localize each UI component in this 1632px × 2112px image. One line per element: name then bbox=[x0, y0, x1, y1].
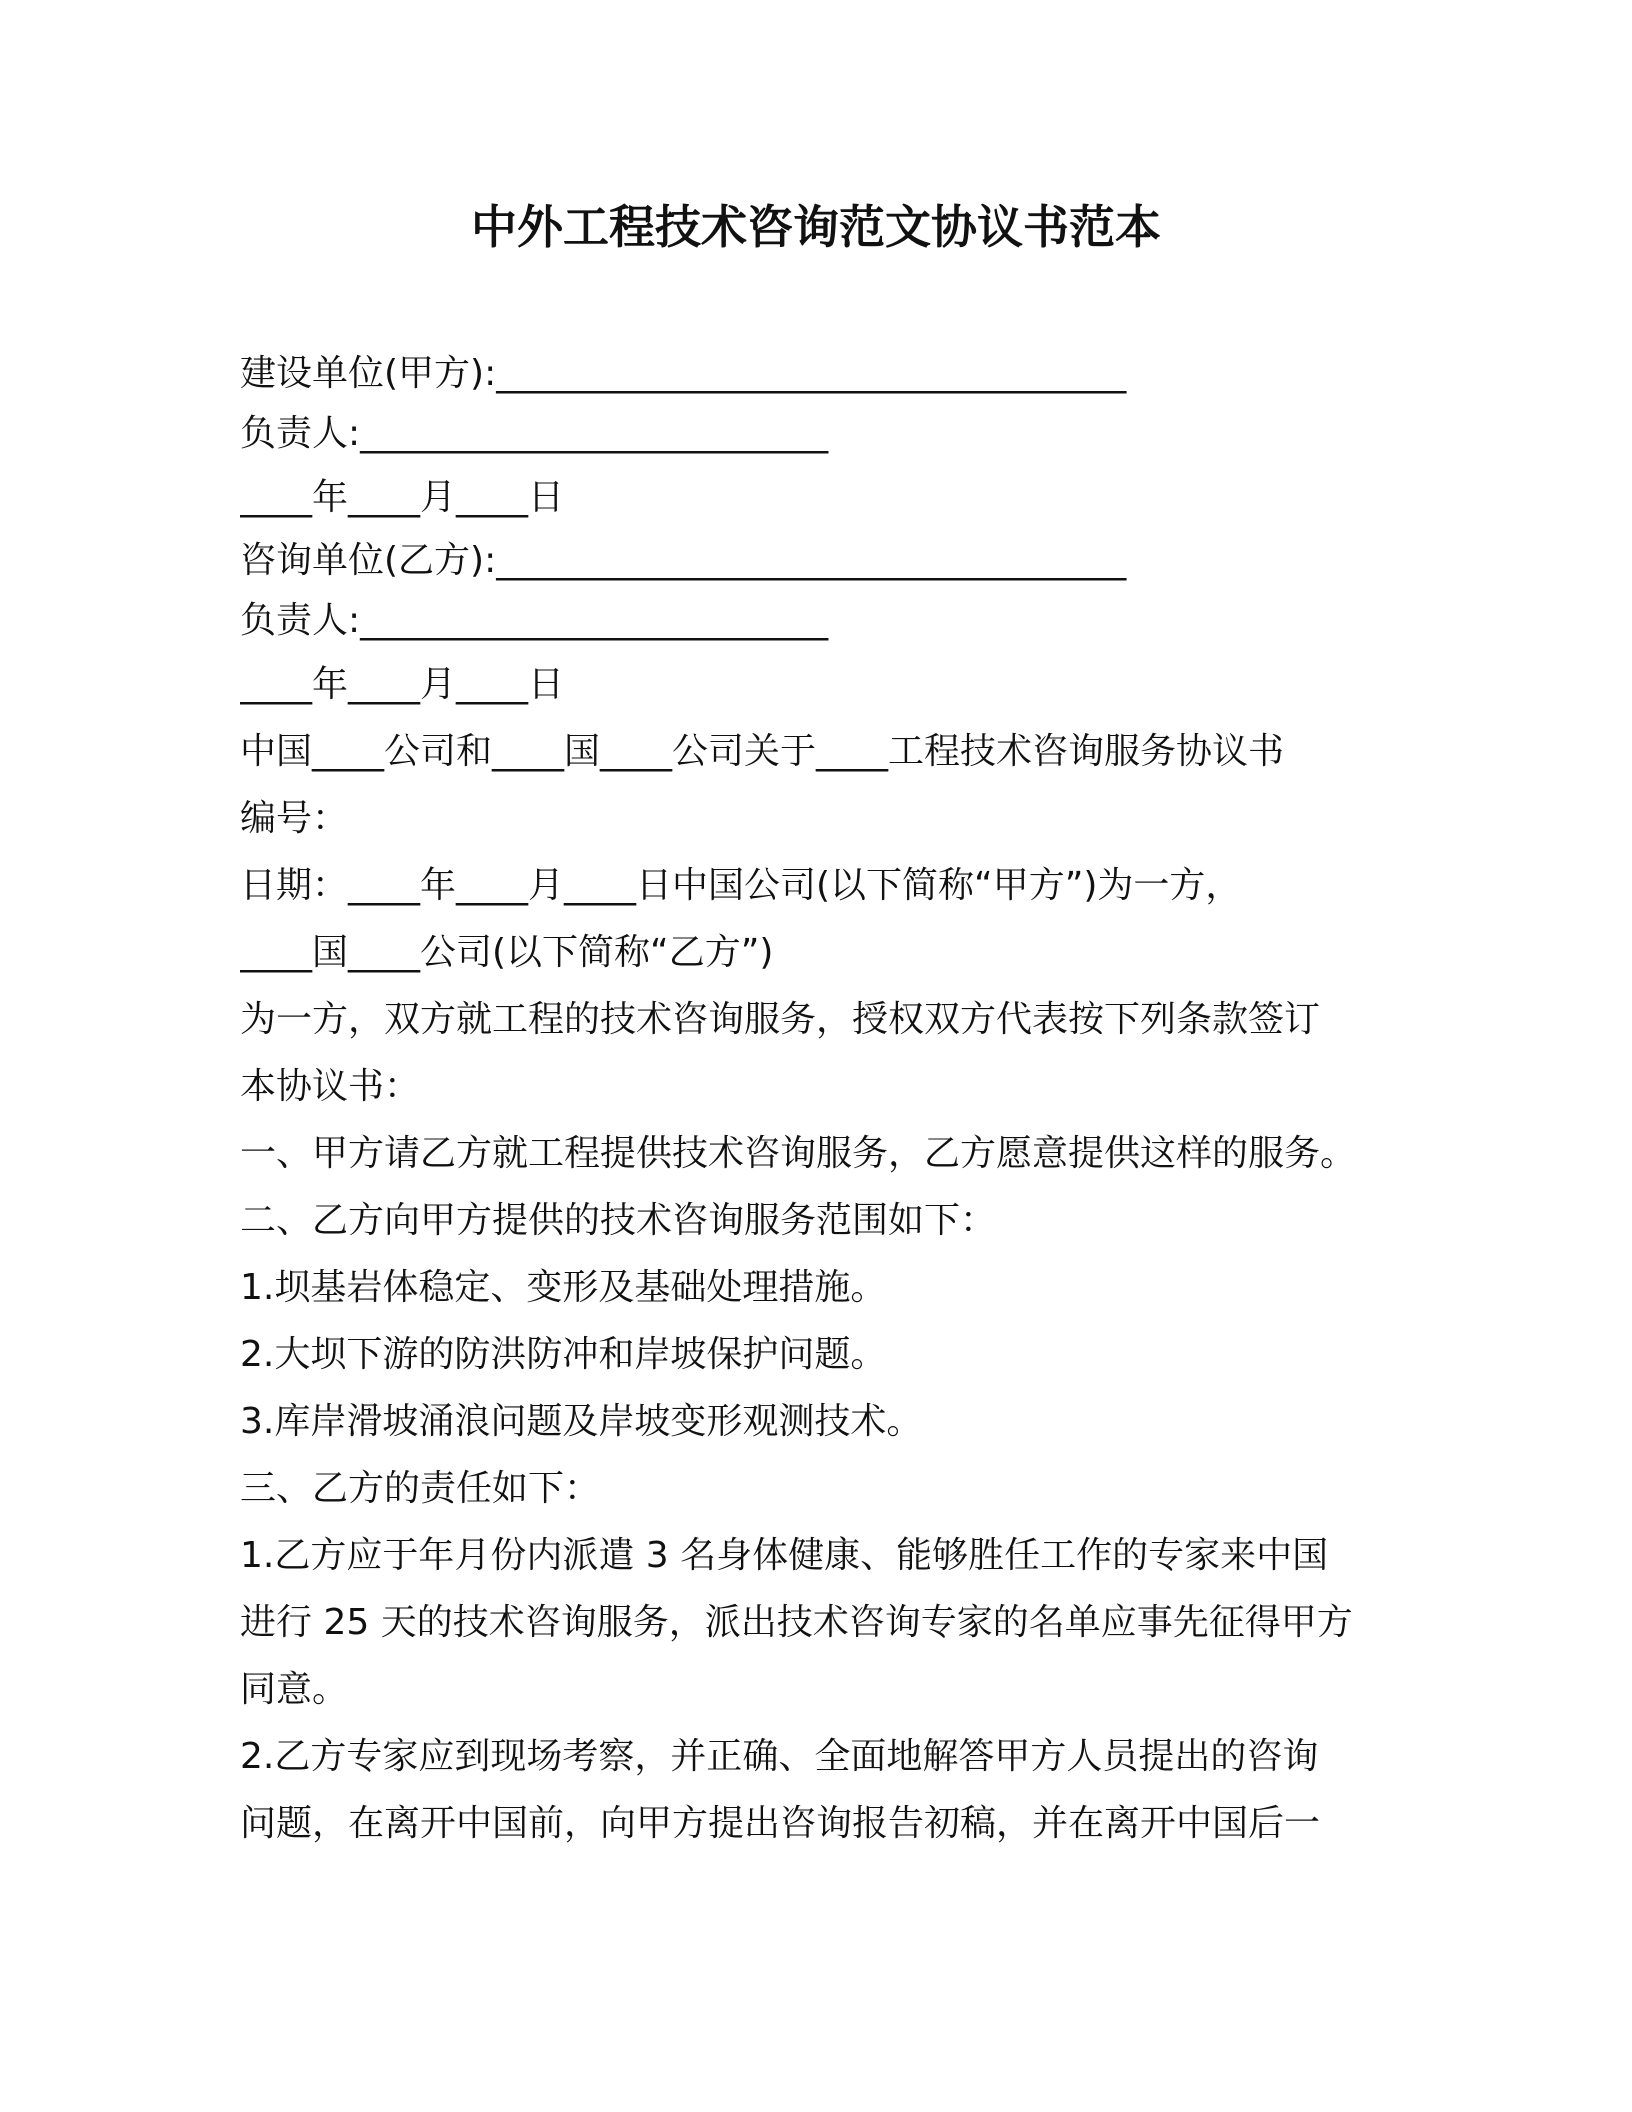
paragraph-line: 为一方，双方就工程的技术咨询服务，授权双方代表按下列条款签订 bbox=[240, 999, 1321, 1040]
party-a-unit-line: 建设单位(甲方):___________________________________ bbox=[240, 353, 1127, 394]
party-a-representative-line: 负责人:__________________________ bbox=[240, 413, 829, 454]
clause-line: 二、乙方向甲方提供的技术咨询服务范围如下： bbox=[240, 1200, 997, 1241]
clause-item-line: 进行 25 天的技术咨询服务，派出技术咨询专家的名单应事先征得甲方 bbox=[240, 1602, 1353, 1643]
clause-line: 一、甲方请乙方就工程提供技术咨询服务，乙方愿意提供这样的服务。 bbox=[240, 1133, 1357, 1174]
clause-item-line: 1.坝基岩体稳定、变形及基础处理措施。 bbox=[240, 1267, 887, 1308]
party-b-unit-line: 咨询单位(乙方):___________________________________ bbox=[240, 540, 1127, 581]
clause-item-line: 2.大坝下游的防洪防冲和岸坡保护问题。 bbox=[240, 1334, 887, 1375]
paragraph-line: ____国____公司(以下简称“乙方”) bbox=[240, 932, 774, 973]
agreement-number-line: 编号： bbox=[240, 798, 349, 839]
document-title: 中外工程技术咨询范文协议书范本 bbox=[471, 200, 1161, 254]
clause-item-line: 问题，在离开中国前，向甲方提出咨询报告初稿，并在离开中国后一 bbox=[240, 1803, 1321, 1844]
clause-item-line: 同意。 bbox=[240, 1669, 349, 1710]
document-body bbox=[240, 344, 1400, 1857]
clause-item-line: 3.库岸滑坡涌浪问题及岸坡变形观测技术。 bbox=[240, 1401, 923, 1442]
clause-item-line: 1.乙方应于年月份内派遣 3 名身体健康、能够胜任工作的专家来中国 bbox=[240, 1535, 1329, 1576]
agreement-heading-line: 中国____公司和____国____公司关于____工程技术咨询服务协议书 bbox=[240, 731, 1285, 772]
party-b-date-line: ____年____月____日 bbox=[240, 664, 565, 705]
clause-line: 三、乙方的责任如下： bbox=[240, 1468, 601, 1509]
party-a-date-line: ____年____月____日 bbox=[240, 477, 565, 518]
clause-item-line: 2.乙方专家应到现场考察，并正确、全面地解答甲方人员提出的咨询 bbox=[240, 1736, 1319, 1777]
paragraph-line: 日期：____年____月____日中国公司(以下简称“甲方”)为一方， bbox=[240, 865, 1242, 906]
paragraph-line: 本协议书： bbox=[240, 1066, 421, 1107]
party-b-representative-line: 负责人:__________________________ bbox=[240, 600, 829, 641]
